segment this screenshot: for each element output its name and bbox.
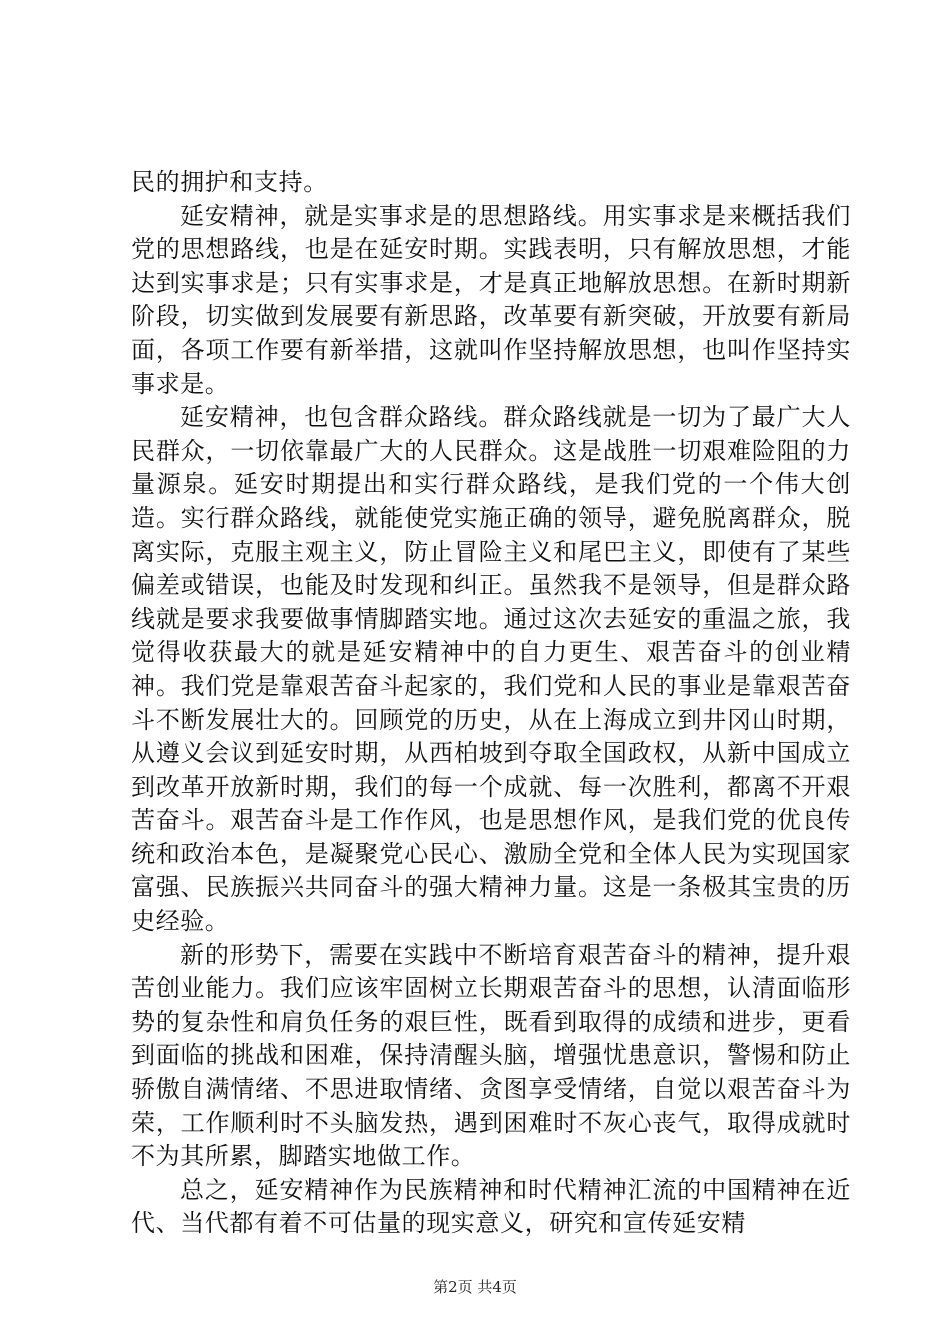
paragraph-continuation: 民的拥护和支持。	[131, 168, 328, 196]
paragraph-conclusion: 总之，延安精神作为民族精神和时代精神汇流的中国精神在近代、当代都有着不可估量的现实意义，研究和宣传延安精	[131, 1175, 851, 1238]
paragraph-new-situation: 新的形势下，需要在实践中不断培育艰苦奋斗的精神，提升艰苦创业能力。我们应该牢固树立长期艰苦奋斗的思想，认清面临形势的复杂性和肩负任务的艰巨性，既看到取得的成绩和进步，更看到面临的挑战和困难，保持清醒头脑，增强忧患意识，警惕和防止骄傲自满情绪、不思进取情绪、贪图享受情绪，自觉以艰苦奋斗为荣，工作顺利时不头脑发热，遇到困难时不灰心丧气，取得成就时不为其所累，脚踏实地做工作。	[131, 940, 851, 1171]
paragraph-seeking-truth: 延安精神，就是实事求是的思想路线。用实事求是来概括我们党的思想路线，也是在延安时期。实践表明，只有解放思想，才能达到实事求是；只有实事求是，才是真正地解放思想。在新时期新阶段，切实做到发展要有新思路，改革要有新突破，开放要有新局面，各项工作要有新举措，这就叫作坚持解放思想，也叫作坚持实事求是。	[131, 201, 851, 398]
paragraph-mass-line: 延安精神，也包含群众路线。群众路线就是一切为了最广大人民群众，一切依靠最广大的人民群众。这是战胜一切艰难险阻的力量源泉。延安时期提出和实行群众路线，是我们党的一个伟大创造。实行群众路线，就能使党实施正确的领导，避免脱离群众，脱离实际，克服主观主义，防止冒险主义和尾巴主义，即使有了某些偏差或错误，也能及时发现和纠正。虽然我不是领导，但是群众路线就是要求我要做事情脚踏实地。通过这次去延安的重温之旅，我觉得收获最大的就是延安精神中的自力更生、艰苦奋斗的创业精神。我们党是靠艰苦奋斗起家的，我们党和人民的事业是靠艰苦奋斗不断发展壮大的。回顾党的历史，从在上海成立到井冈山时期，从遵义会议到延安时期，从西柏坡到夺取全国政权，从新中国成立到改革开放新时期，我们的每一个成就、每一次胜利，都离不开艰苦奋斗。艰苦奋斗是工作作风，也是思想作风，是我们党的优良传统和政治本色，是凝聚党心民心、激励全党和全体人民为实现国家富强、民族振兴共同奋斗的强大精神力量。这是一条极其宝贵的历史经验。	[131, 403, 851, 936]
page-footer: 第2页 共4页	[433, 1278, 517, 1296]
document-body	[131, 166, 851, 1241]
